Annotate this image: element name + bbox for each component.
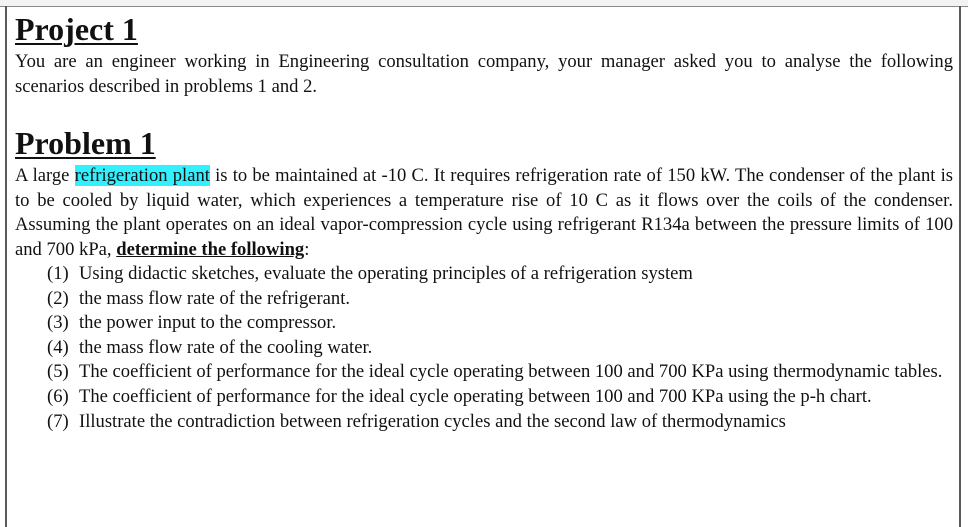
project-title: Project 1 <box>15 11 138 47</box>
item-text: Illustrate the contradiction between refrigeration cycles and the second law of thermodynamics <box>79 410 786 432</box>
problem-statement <box>15 164 953 262</box>
list-item <box>47 360 953 385</box>
list-item <box>47 311 953 336</box>
statement-text-body: is to be maintained at -10 C. It requires refrigeration rate of 150 kW. The condenser of the plant is to be cooled by liquid water, which experiences a temperature rise of 10 C as it flows over the coils of the condenser. Assuming the plant operates on an ideal vapor-compression cycle using refrigerant R134a between the pressure limits of 100 and 700 kPa, <box>15 165 953 260</box>
statement-trailing-colon: : <box>304 238 310 260</box>
list-item <box>47 410 953 435</box>
item-text: The coefficient of performance for the ideal cycle operating between 100 and 700 KPa using the p-h chart. <box>79 385 872 407</box>
highlighted-text: refrigeration plant <box>74 165 210 186</box>
item-text: Using didactic sketches, evaluate the operating principles of a refrigeration system <box>79 263 693 284</box>
item-number: (6) <box>47 385 69 407</box>
item-text: the mass flow rate of the cooling water. <box>79 336 373 358</box>
list-item <box>47 385 953 410</box>
item-number: (2) <box>47 287 69 309</box>
list-item <box>47 287 953 312</box>
item-number: (5) <box>47 361 69 383</box>
project-intro: You are an engineer working in Engineering consultation company, your manager asked you to analyse the following scenarios described in problems 1 and 2. <box>15 51 953 97</box>
task-list <box>47 262 953 434</box>
item-text: the power input to the compressor. <box>79 312 337 334</box>
item-number: (4) <box>47 336 69 358</box>
item-number: (1) <box>47 263 69 284</box>
item-number: (3) <box>47 312 69 334</box>
determine-emphasis: determine the following <box>116 238 305 260</box>
list-item <box>47 336 953 361</box>
problem-title: Problem 1 <box>15 125 156 161</box>
item-text: The coefficient of performance for the ideal cycle operating between 100 and 700 KPa using thermodynamic tables. <box>79 361 943 383</box>
item-text: the mass flow rate of the refrigerant. <box>79 287 351 309</box>
item-number: (7) <box>47 410 69 432</box>
statement-text-start: A large <box>15 165 75 186</box>
list-item <box>47 262 953 287</box>
